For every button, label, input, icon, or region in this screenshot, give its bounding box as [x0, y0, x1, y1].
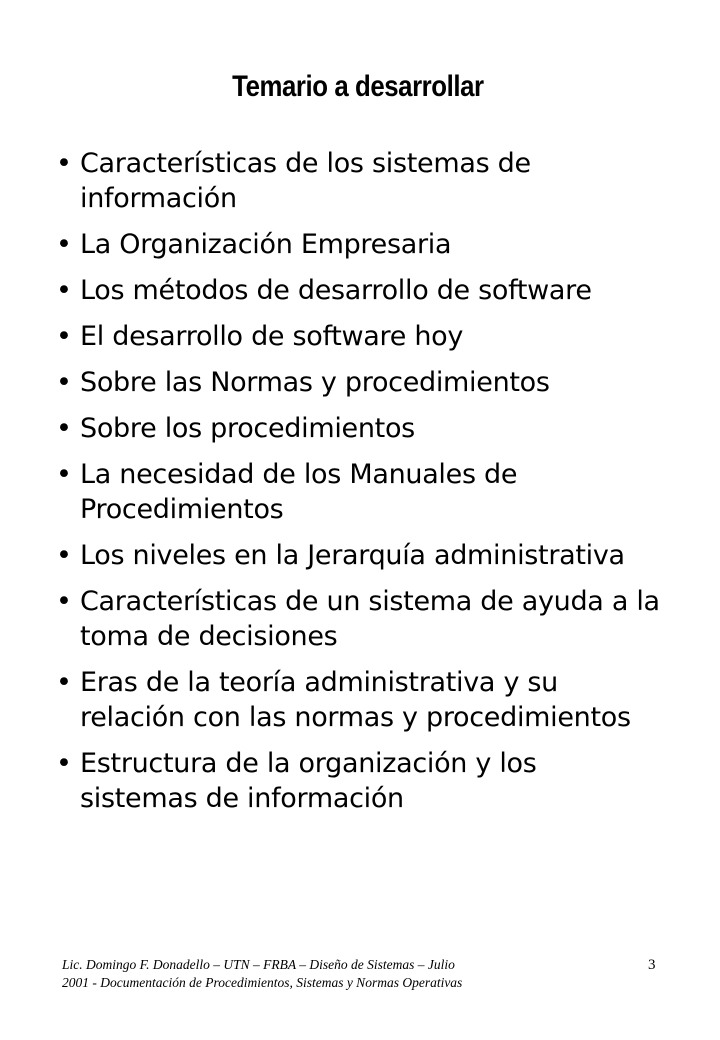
bullet: •	[56, 275, 72, 306]
bullet: •	[56, 367, 72, 398]
list-item-text: Eras de la teoría administrativa y su relación con las normas y procedimientos	[80, 667, 631, 733]
list-item-text: Sobre las Normas y procedimientos	[80, 367, 550, 398]
bullet: •	[56, 413, 72, 444]
bullet: •	[56, 321, 72, 352]
page-title: Temario a desarrollar	[232, 70, 484, 103]
list-item-text: La necesidad de los Manuales de Procedimientos	[80, 459, 518, 525]
list-item	[0, 665, 660, 735]
topic-list	[0, 146, 720, 827]
list-item	[0, 146, 660, 216]
page-number: 3	[648, 957, 656, 973]
bullet: •	[56, 586, 72, 617]
list-item-text: Estructura de la organización y los sistemas de información	[80, 748, 537, 814]
list-item	[0, 457, 660, 527]
list-item-text: Características de los sistemas de información	[80, 148, 531, 214]
bullet: •	[56, 229, 72, 260]
list-item-text: Sobre los procedimientos	[80, 413, 415, 444]
bullet: •	[56, 459, 72, 490]
footer-line: 2001 - Documentación de Procedimientos, Sistemas y Normas Operativas	[62, 975, 463, 990]
bullet: •	[56, 667, 72, 698]
list-item	[0, 746, 660, 816]
list-item-text: El desarrollo de software hoy	[80, 321, 464, 352]
list-item	[0, 584, 660, 654]
bullet: •	[56, 148, 72, 179]
list-item-text: Características de un sistema de ayuda a la toma de decisiones	[80, 586, 660, 652]
list-item	[0, 227, 660, 262]
bullet: •	[56, 540, 72, 571]
list-item	[0, 538, 660, 573]
bullet: •	[56, 748, 72, 779]
list-item	[0, 365, 660, 400]
list-item-text: La Organización Empresaria	[80, 229, 452, 260]
list-item-text: Los niveles en la Jerarquía administrativa	[80, 540, 625, 571]
list-item-text: Los métodos de desarrollo de software	[80, 275, 592, 306]
footer-line: Lic. Domingo F. Donadello – UTN – FRBA – Diseño de Sistemas – Julio	[62, 957, 455, 972]
list-item	[0, 319, 660, 354]
footer-credits	[62, 956, 582, 992]
list-item	[0, 273, 660, 308]
list-item	[0, 411, 660, 446]
